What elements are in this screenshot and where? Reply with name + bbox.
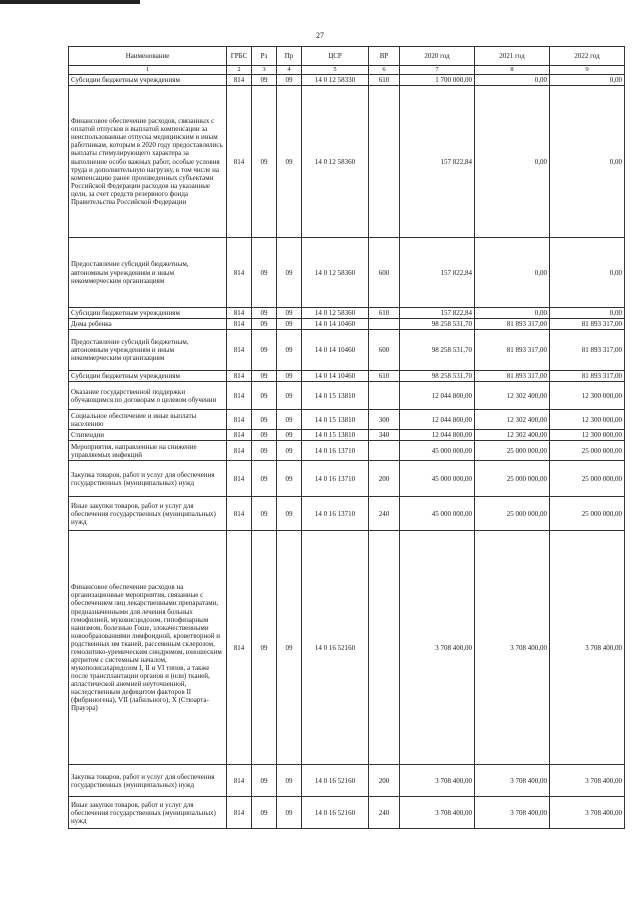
- row-pr: 09: [277, 441, 302, 461]
- row-grbs: 814: [227, 765, 252, 797]
- row-vr: 200: [369, 765, 400, 797]
- row-2022-amount: 81 893 317,00: [550, 371, 625, 382]
- row-name: Субсидии бюджетным учреждениям: [69, 308, 227, 319]
- row-csr: 14 0 16 13710: [302, 461, 369, 497]
- table-row: [69, 371, 625, 382]
- row-pr: 09: [277, 308, 302, 319]
- row-vr: 610: [369, 75, 400, 86]
- row-vr: 240: [369, 797, 400, 829]
- row-vr: 610: [369, 371, 400, 382]
- row-2021-amount: 12 302 400,00: [475, 382, 550, 410]
- row-vr: 300: [369, 410, 400, 430]
- row-2020-amount: 157 822,84: [400, 86, 475, 238]
- row-2021-amount: 0,00: [475, 75, 550, 86]
- column-number-row: [69, 66, 625, 75]
- row-pr: 09: [277, 410, 302, 430]
- row-name: Социальное обеспечение и иные выплаты населению: [69, 410, 227, 430]
- column-number: 8: [475, 66, 550, 75]
- row-2020-amount: 45 000 000,00: [400, 461, 475, 497]
- row-pr: 09: [277, 797, 302, 829]
- row-2021-amount: 0,00: [475, 238, 550, 308]
- row-csr: 14 0 12 58360: [302, 308, 369, 319]
- row-rz: 09: [252, 441, 277, 461]
- row-rz: 09: [252, 765, 277, 797]
- table-row: [69, 238, 625, 308]
- header-2021: 2021 год: [475, 47, 550, 66]
- row-pr: 09: [277, 765, 302, 797]
- scan-artifact-line: [0, 0, 140, 4]
- row-2020-amount: 45 000 000,00: [400, 497, 475, 531]
- row-2020-amount: 12 044 800,00: [400, 410, 475, 430]
- column-number: 7: [400, 66, 475, 75]
- row-pr: 09: [277, 319, 302, 330]
- row-2022-amount: 3 708 400,00: [550, 531, 625, 765]
- row-rz: 09: [252, 238, 277, 308]
- row-csr: 14 0 12 58360: [302, 238, 369, 308]
- row-grbs: 814: [227, 75, 252, 86]
- row-name: Иные закупки товаров, работ и услуг для обеспечения государственных (муниципальных) нужд: [69, 797, 227, 829]
- row-csr: 14 0 12 58360: [302, 86, 369, 238]
- table-row: [69, 330, 625, 371]
- header-rz: Рз: [252, 47, 277, 66]
- row-2020-amount: 45 000 000,00: [400, 441, 475, 461]
- row-pr: 09: [277, 531, 302, 765]
- row-rz: 09: [252, 531, 277, 765]
- row-2020-amount: 98 258 531,70: [400, 330, 475, 371]
- row-2022-amount: 81 893 317,00: [550, 319, 625, 330]
- row-rz: 09: [252, 330, 277, 371]
- row-2022-amount: 25 000 000,00: [550, 461, 625, 497]
- row-grbs: 814: [227, 238, 252, 308]
- column-number: 6: [369, 66, 400, 75]
- table-row: [69, 319, 625, 330]
- table-row: [69, 308, 625, 319]
- row-rz: 09: [252, 797, 277, 829]
- row-vr: [369, 319, 400, 330]
- row-2021-amount: 81 893 317,00: [475, 371, 550, 382]
- table-row: [69, 497, 625, 531]
- row-name: Субсидии бюджетным учреждениям: [69, 75, 227, 86]
- row-2020-amount: 98 258 531,70: [400, 371, 475, 382]
- row-csr: 14 0 14 10460: [302, 330, 369, 371]
- table-row: [69, 75, 625, 86]
- row-grbs: 814: [227, 319, 252, 330]
- row-2022-amount: 12 300 000,00: [550, 410, 625, 430]
- row-grbs: 814: [227, 497, 252, 531]
- row-rz: 09: [252, 430, 277, 441]
- row-rz: 09: [252, 86, 277, 238]
- row-name: Мероприятия, направленные на снижение управляемых инфекций: [69, 441, 227, 461]
- header-row: [69, 47, 625, 66]
- row-2022-amount: 25 000 000,00: [550, 497, 625, 531]
- row-rz: 09: [252, 382, 277, 410]
- row-pr: 09: [277, 86, 302, 238]
- row-grbs: 814: [227, 410, 252, 430]
- row-name: Закупка товаров, работ и услуг для обеспечения государственных (муниципальных) нужд: [69, 765, 227, 797]
- row-name: Оказание государственной поддержки обучающимся по договорам о целевом обучении: [69, 382, 227, 410]
- header-name: Наименование: [69, 47, 227, 66]
- row-pr: 09: [277, 330, 302, 371]
- row-pr: 09: [277, 238, 302, 308]
- row-2021-amount: 12 302 400,00: [475, 410, 550, 430]
- row-2022-amount: 12 300 000,00: [550, 430, 625, 441]
- row-rz: 09: [252, 319, 277, 330]
- row-2020-amount: 1 700 000,00: [400, 75, 475, 86]
- page-number: 27: [316, 31, 324, 40]
- row-pr: 09: [277, 75, 302, 86]
- row-vr: [369, 531, 400, 765]
- row-vr: 600: [369, 330, 400, 371]
- column-number: 5: [302, 66, 369, 75]
- table-row: [69, 410, 625, 430]
- row-2022-amount: 3 708 400,00: [550, 797, 625, 829]
- row-csr: 14 0 12 58330: [302, 75, 369, 86]
- row-pr: 09: [277, 371, 302, 382]
- row-grbs: 814: [227, 461, 252, 497]
- row-vr: 600: [369, 238, 400, 308]
- row-2020-amount: 157 822,84: [400, 238, 475, 308]
- row-grbs: 814: [227, 308, 252, 319]
- row-name: Дома ребенка: [69, 319, 227, 330]
- row-2022-amount: 0,00: [550, 238, 625, 308]
- row-name: Предоставление субсидий бюджетным, автономным учреждениям и иным некоммерческим организациям: [69, 330, 227, 371]
- row-2022-amount: 81 893 317,00: [550, 330, 625, 371]
- row-rz: 09: [252, 371, 277, 382]
- row-csr: 14 0 14 10460: [302, 371, 369, 382]
- row-name: Финансовое обеспечение расходов на организационные мероприятия, связанные с обеспечением лиц лекарственными препаратами, предназначенными для лечения больных гемофилией, муковисцидозом, гипофизарным нанизмом, болезнью Гоше, злокачественными новообразованиями лимфоидной, кроветворной и родственных им тканей, рассеянным склерозом, гемолитико-уремическим синдромом, юношеским артритом с системным началом, мукополисахаридозом I, II и VI типов, а также после трансплантации органов и (или) тканей, апластической анемией неуточненной, наследственным дефицитом факторов II (фибриногена), VII (лабильного), X (Стюарта-Прауэра): [69, 531, 227, 765]
- table-row: [69, 441, 625, 461]
- row-csr: 14 0 14 10460: [302, 319, 369, 330]
- row-2022-amount: 0,00: [550, 75, 625, 86]
- row-2022-amount: 3 708 400,00: [550, 765, 625, 797]
- row-grbs: 814: [227, 382, 252, 410]
- row-vr: 200: [369, 461, 400, 497]
- header-2020: 2020 год: [400, 47, 475, 66]
- row-2020-amount: 157 822,84: [400, 308, 475, 319]
- row-name: Закупка товаров, работ и услуг для обеспечения государственных (муниципальных) нужд: [69, 461, 227, 497]
- column-number: 3: [252, 66, 277, 75]
- row-2021-amount: 3 708 400,00: [475, 531, 550, 765]
- row-grbs: 814: [227, 430, 252, 441]
- column-number: 2: [227, 66, 252, 75]
- row-2020-amount: 3 708 400,00: [400, 797, 475, 829]
- row-vr: [369, 86, 400, 238]
- row-csr: 14 0 15 13810: [302, 410, 369, 430]
- row-vr: 240: [369, 497, 400, 531]
- row-csr: 14 0 16 52160: [302, 797, 369, 829]
- row-rz: 09: [252, 410, 277, 430]
- row-rz: 09: [252, 308, 277, 319]
- table-row: [69, 765, 625, 797]
- table-row: [69, 382, 625, 410]
- column-number: 9: [550, 66, 625, 75]
- row-2021-amount: 25 000 000,00: [475, 497, 550, 531]
- row-name: Финансовое обеспечение расходов, связанных с оплатой отпусков и выплатой компенсации за неиспользованные отпуска медицинским и иным работникам, которым в 2020 году предоставлялись выплаты стимулирующего характера за выполнение особо важных работ, особые условия труда и дополнительную нагрузку, в том числе на компенсацию ранее произведенных субъектами Российской Федерации расходов на указанные цели, за счет средств резервного фонда Правительства Российской Федерации: [69, 86, 227, 238]
- header-2022: 2022 год: [550, 47, 625, 66]
- header-pr: Пр: [277, 47, 302, 66]
- header-grbs: ГРБС: [227, 47, 252, 66]
- row-pr: 09: [277, 497, 302, 531]
- row-grbs: 814: [227, 371, 252, 382]
- row-name: Иные закупки товаров, работ и услуг для обеспечения государственных (муниципальных) нужд: [69, 497, 227, 531]
- row-2020-amount: 3 708 400,00: [400, 531, 475, 765]
- row-name: Стипендии: [69, 430, 227, 441]
- table-row: [69, 86, 625, 238]
- row-pr: 09: [277, 382, 302, 410]
- column-number: 1: [69, 66, 227, 75]
- row-2022-amount: 25 000 000,00: [550, 441, 625, 461]
- row-grbs: 814: [227, 797, 252, 829]
- table-body: [69, 75, 625, 829]
- row-grbs: 814: [227, 86, 252, 238]
- header-vr: ВР: [369, 47, 400, 66]
- row-2022-amount: 0,00: [550, 308, 625, 319]
- row-2020-amount: 3 708 400,00: [400, 765, 475, 797]
- row-2020-amount: 12 044 800,00: [400, 430, 475, 441]
- row-csr: 14 0 16 52160: [302, 531, 369, 765]
- row-2020-amount: 12 044 800,00: [400, 382, 475, 410]
- table-row: [69, 461, 625, 497]
- row-csr: 14 0 16 52160: [302, 765, 369, 797]
- row-2021-amount: 0,00: [475, 308, 550, 319]
- row-2022-amount: 0,00: [550, 86, 625, 238]
- row-grbs: 814: [227, 441, 252, 461]
- row-grbs: 814: [227, 531, 252, 765]
- row-pr: 09: [277, 430, 302, 441]
- row-csr: 14 0 16 13710: [302, 441, 369, 461]
- budget-table: [68, 46, 625, 829]
- row-csr: 14 0 16 13710: [302, 497, 369, 531]
- table-row: [69, 430, 625, 441]
- header-csr: ЦСР: [302, 47, 369, 66]
- row-name: Предоставление субсидий бюджетным, автономным учреждениям и иным некоммерческим организациям: [69, 238, 227, 308]
- row-2022-amount: 12 300 000,00: [550, 382, 625, 410]
- row-vr: 610: [369, 308, 400, 319]
- row-pr: 09: [277, 461, 302, 497]
- row-2021-amount: 3 708 400,00: [475, 797, 550, 829]
- row-2021-amount: 25 000 000,00: [475, 441, 550, 461]
- row-vr: 340: [369, 430, 400, 441]
- row-2021-amount: 81 893 317,00: [475, 330, 550, 371]
- row-csr: 14 0 15 13810: [302, 430, 369, 441]
- row-grbs: 814: [227, 330, 252, 371]
- column-number: 4: [277, 66, 302, 75]
- row-vr: [369, 382, 400, 410]
- table-row: [69, 531, 625, 765]
- row-rz: 09: [252, 461, 277, 497]
- row-2020-amount: 98 258 531,70: [400, 319, 475, 330]
- row-name: Субсидии бюджетным учреждениям: [69, 371, 227, 382]
- row-2021-amount: 0,00: [475, 86, 550, 238]
- row-rz: 09: [252, 75, 277, 86]
- row-2021-amount: 25 000 000,00: [475, 461, 550, 497]
- row-vr: [369, 441, 400, 461]
- row-csr: 14 0 15 13810: [302, 382, 369, 410]
- row-2021-amount: 81 893 317,00: [475, 319, 550, 330]
- row-2021-amount: 3 708 400,00: [475, 765, 550, 797]
- table-row: [69, 797, 625, 829]
- row-2021-amount: 12 302 400,00: [475, 430, 550, 441]
- row-rz: 09: [252, 497, 277, 531]
